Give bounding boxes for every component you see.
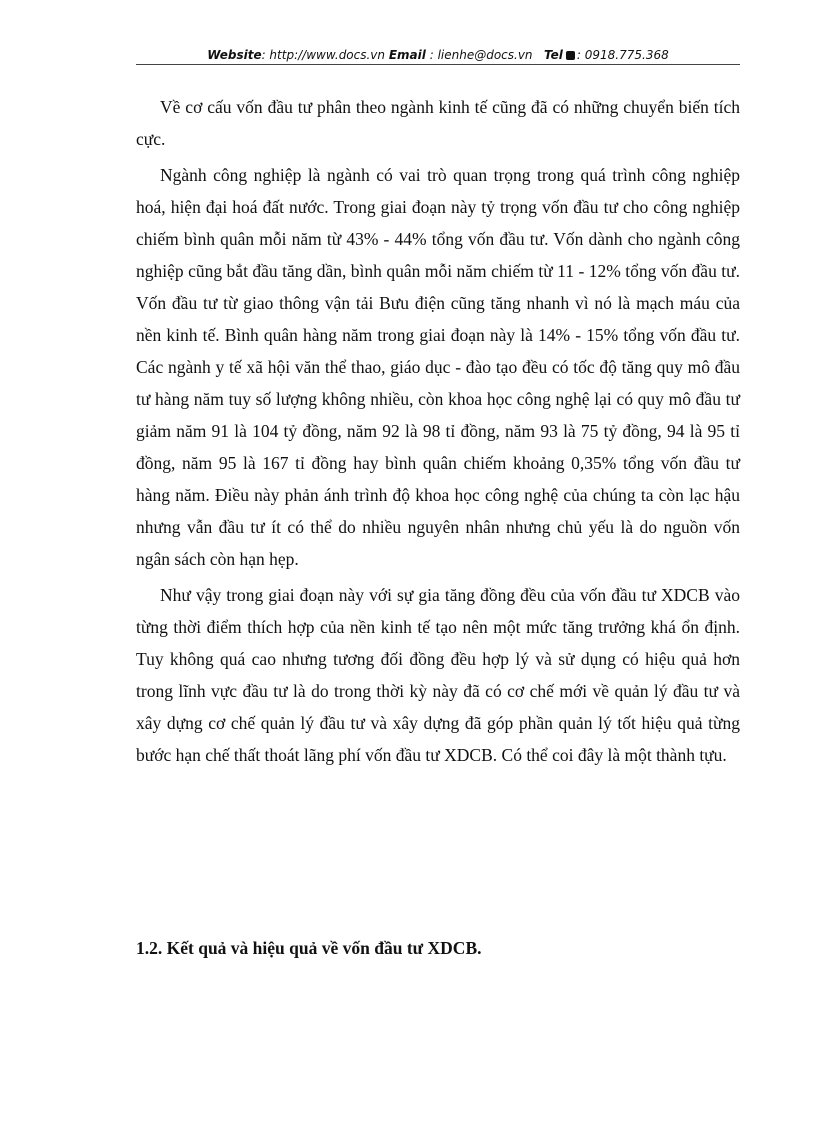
document-body xyxy=(136,91,740,771)
tel-label: Tel xyxy=(544,48,563,62)
telephone-icon xyxy=(566,51,575,60)
tel-value: : 0918.775.368 xyxy=(576,48,669,62)
paragraph-conclusion: Như vậy trong giai đoạn này với sự gia tăng đồng đều của vốn đầu tư XDCB vào từng thời điểm thích hợp của nền kinh tế tạo nên một mức tăng trưởng khá ổn định. Tuy không quá cao nhưng tương đối đồng đều hợp lý và sử dụng có hiệu quả hơn trong lĩnh vực đầu tư là do trong thời kỳ này đã có cơ chế mới về quản lý đầu tư và xây dựng cơ chế quản lý đầu tư và xây dựng đã góp phần quản lý tốt hiệu quả từng bước hạn chế thất thoát lãng phí vốn đầu tư XDCB. Có thể coi đây là một thành tựu. xyxy=(136,585,740,765)
page-header xyxy=(136,46,740,65)
email-label: Email xyxy=(388,48,426,62)
website-label: Website xyxy=(207,48,262,62)
paragraph-industry-investment: Ngành công nghiệp là ngành có vai trò quan trọng trong quá trình công nghiệp hoá, hiện đại hoá đất nước. Trong giai đoạn này tỷ trọng vốn đầu tư cho công nghiệp chiếm bình quân mỗi năm từ 43% - 44% tổng vốn đầu tư. Vốn dành cho ngành công nghiệp cũng bắt đầu tăng dần, bình quân mỗi năm chiếm từ 11 - 12% tổng vốn đầu tư. Vốn đầu tư từ giao thông vận tải Bưu điện cũng tăng nhanh vì nó là mạch máu của nền kinh tế. Bình quân hàng năm trong giai đoạn này là 14% - 15% tổng vốn đầu tư. Các ngành y tế xã hội văn thể thao, giáo dục - đào tạo đều có tốc độ tăng quy mô đầu tư hàng năm tuy số lượng không nhiều, còn khoa học công nghệ lại có quy mô đầu tư giảm năm 91 là 104 tỷ đồng, năm 92 là 98 tỉ đồng, năm 93 là 75 tỷ đồng, 94 là 95 tỉ đồng, năm 95 là 167 tỉ đồng hay bình quân chiếm khoảng 0,35% tổng vốn đầu tư hàng năm. Điều này phản ánh trình độ khoa học công nghệ của chúng ta còn lạc hậu nhưng vẫn đầu tư ít có thể do nhiều nguyên nhân nhưng chủ yếu là do nguồn vốn ngân sách còn hạn hẹp. xyxy=(136,165,740,569)
paragraph-investment-structure: Về cơ cấu vốn đầu tư phân theo ngành kinh tế cũng đã có những chuyển biến tích cực. xyxy=(136,97,740,149)
website-value: : http://www.docs.vn xyxy=(261,48,386,62)
email-value: : lienhe@docs.vn xyxy=(425,48,533,62)
section-heading: 1.2. Kết quả và hiệu quả về vốn đầu tư XDCB. xyxy=(136,938,482,958)
